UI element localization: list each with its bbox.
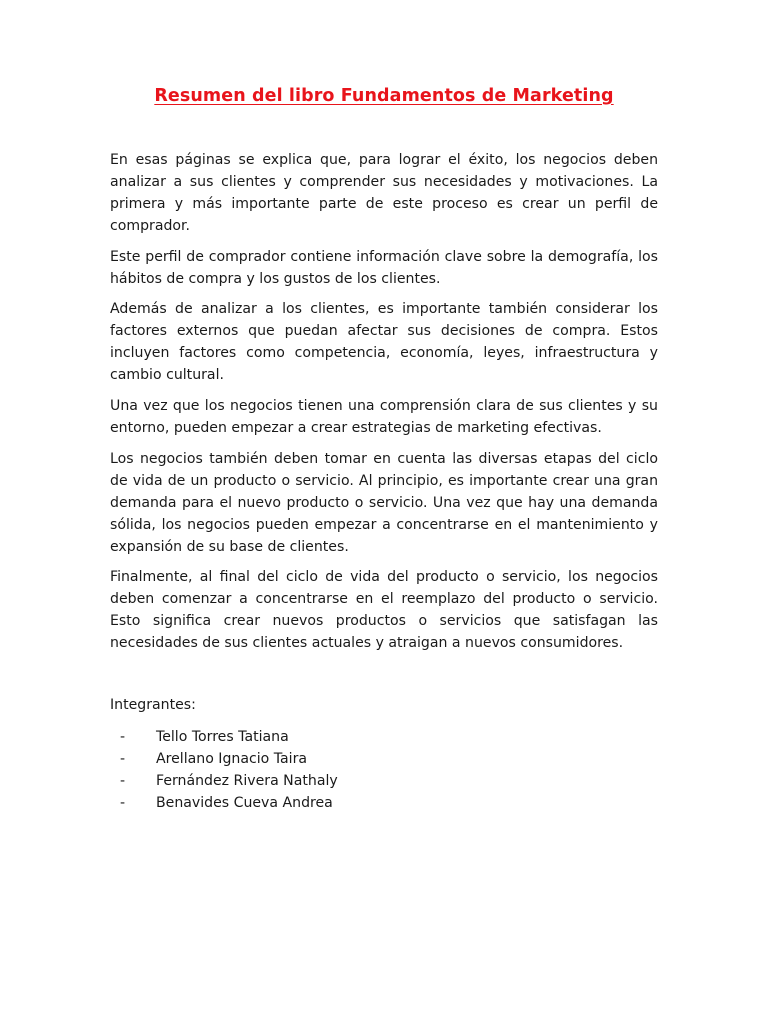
paragraph-strategies: Una vez que los negocios tienen una comprensión clara de sus clientes y su entorno, pueden empezar a crear estrategias de marketing efectivas.	[110, 398, 658, 436]
list-item	[110, 749, 658, 771]
member-name: Arellano Ignacio Taira	[156, 750, 307, 767]
member-name: Tello Torres Tatiana	[156, 728, 289, 745]
paragraph-product-lifecycle: Los negocios también deben tomar en cuenta las diversas etapas del ciclo de vida de un producto o servicio. Al principio, es importante crear una gran demanda para el nuevo producto o servicio. Una vez que hay una demanda sólida, los negocios pueden empezar a concentrarse en el mantenimiento y expansión de su base de clientes.	[110, 450, 658, 555]
member-name: Benavides Cueva Andrea	[156, 794, 333, 811]
list-bullet: -	[120, 750, 126, 767]
paragraph-buyer-profile: Este perfil de comprador contiene información clave sobre la demografía, los hábitos de compra y los gustos de los clientes.	[110, 248, 658, 287]
document-title: Resumen del libro Fundamentos de Marketing	[154, 86, 614, 106]
list-item	[110, 793, 658, 815]
paragraph-conclusion: Finalmente, al final del ciclo de vida del producto o servicio, los negocios deben comenzar a concentrarse en el reemplazo del producto o servicio. Esto significa crear nuevos productos o servicios que satisfagan las necesidades de sus clientes actuales y atraigan a nuevos consumidores.	[110, 569, 658, 652]
list-bullet: -	[120, 772, 126, 789]
document-page	[110, 86, 658, 815]
list-bullet: -	[120, 794, 126, 811]
list-bullet: -	[120, 728, 126, 745]
paragraph-intro: En esas páginas se explica que, para lograr el éxito, los negocios deben analizar a sus clientes y comprender sus necesidades y motivaciones. La primera y más importante parte de este proceso es crear un perfil de comprador.	[110, 152, 658, 234]
list-item	[110, 771, 658, 793]
members-heading: Integrantes:	[110, 697, 196, 714]
member-name: Fernández Rivera Nathaly	[156, 772, 338, 789]
paragraph-external-factors: Además de analizar a los clientes, es importante también considerar los factores externos que puedan afectar sus decisiones de compra. Estos incluyen factores como competencia, economía, leyes, infraestructura y cambio cultural.	[110, 301, 658, 384]
list-item	[110, 727, 658, 749]
members-list	[110, 727, 658, 815]
